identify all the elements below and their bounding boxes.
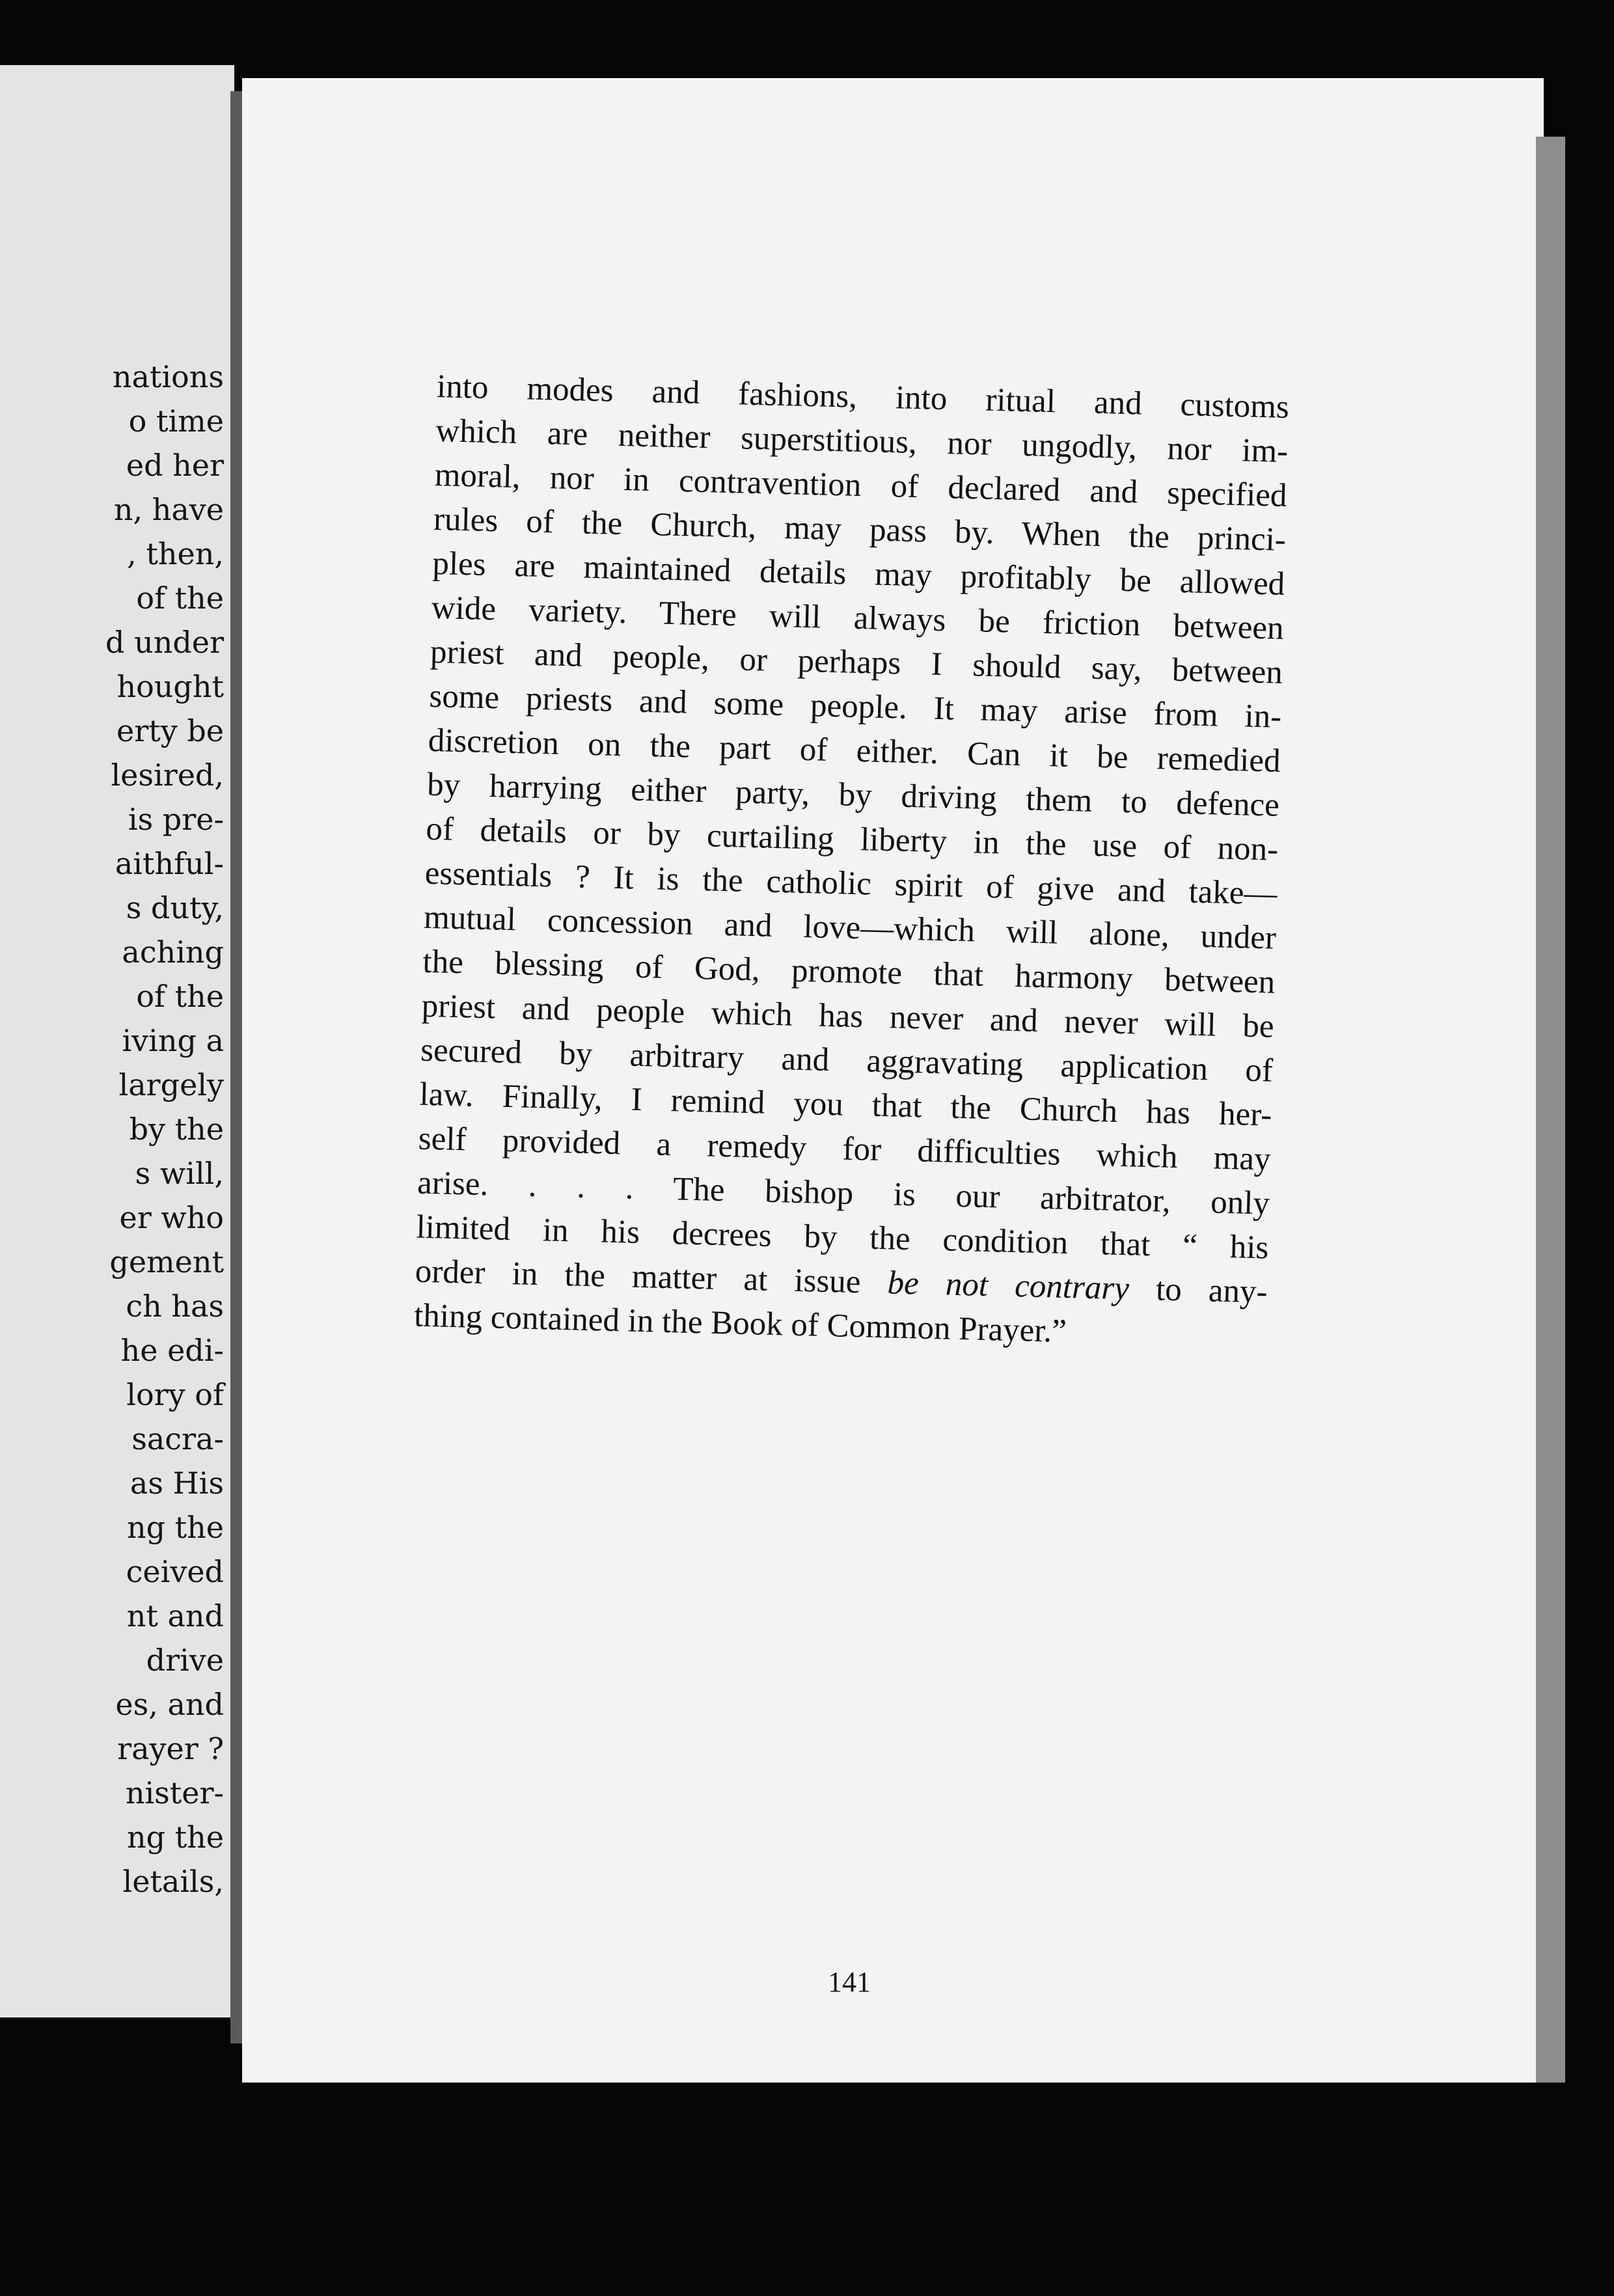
left-page-line: , then, [127,536,224,571]
text-line: which are neither superstitious, nor ungodly, nor im- [435,412,1289,470]
left-page-line: iving a [122,1023,224,1058]
text-line: secured by arbitrary and aggravating application of [420,1032,1274,1089]
left-page-line: by the [129,1112,224,1147]
left-page-line: d under [105,625,224,660]
left-page [0,65,234,2017]
text-line: priest and people, or perhaps I should say, between [430,633,1283,691]
left-page-line: er who [119,1200,224,1235]
left-page-line: aching [122,935,224,970]
left-page-line: ng the [126,1510,224,1545]
left-page-line: rayer ? [117,1731,224,1766]
left-page-line: as His [130,1466,224,1501]
left-page-line: drive [146,1643,224,1678]
text-line: self provided a remedy for difficulties which may [418,1120,1272,1178]
right-page [242,78,1544,2083]
left-page-line: erty be [116,713,224,748]
text-line: of details or by curtailing liberty in the use of non- [425,810,1279,868]
left-page-line: ng the [126,1820,224,1855]
text-line: discretion on the part of either. Can it be remedied [428,722,1281,780]
text-line: by harrying either party, by driving them to defence [426,766,1280,824]
text-fragment: to any- [1128,1270,1268,1311]
text-line: arise. . . . The bishop is our arbitrator, only [417,1164,1270,1222]
left-page-line: letails, [122,1864,224,1899]
left-page-line: lesired, [111,758,224,793]
left-page-line: he edi- [120,1333,224,1368]
left-page-line: o time [128,403,224,439]
text-line: priest and people which has never and never will be [421,987,1275,1045]
page-number: 141 [828,1966,871,1998]
left-page-line: s will, [135,1156,224,1191]
text-fragment: order in the matter at issue [415,1253,888,1302]
left-page-line: nister- [125,1775,224,1811]
text-line: wide variety. There will always be friction between [431,589,1285,647]
left-page-line: nt and [126,1598,224,1633]
left-page-line: lory of [126,1377,224,1412]
text-line: some priests and some people. It may arise from in- [428,677,1282,735]
left-page-line: ch has [126,1289,224,1324]
left-page-line: s duty, [126,890,224,925]
text-line: limited in his decrees by the condition that “ his [415,1209,1269,1266]
left-page-line: n, have [113,492,224,527]
text-line-final: thing contained in the Book of Common Prayer.” [413,1297,1067,1350]
text-line: ples are maintained details may profitably be allowed [431,545,1285,603]
left-page-line: nations [112,359,224,394]
book-spine [230,91,242,2043]
page-edge [1536,137,1565,2083]
left-page-line: hought [116,669,224,704]
body-text [413,364,1289,1359]
left-page-line: of the [136,979,224,1014]
left-page-line: sacra- [131,1421,224,1456]
text-line: law. Finally, I remind you that the Church has her- [418,1076,1272,1134]
left-page-line: aithful- [115,846,224,881]
italic-phrase: be not contrary [886,1264,1130,1307]
text-line: essentials ? It is the catholic spirit of give and take— [424,854,1278,912]
left-page-line: of the [136,581,224,616]
left-page-line: ed her [126,448,224,483]
text-line: the blessing of God, promote that harmony between [422,943,1276,1001]
text-line: into modes and fashions, into ritual and customs [436,368,1290,426]
left-page-line: gement [109,1244,224,1279]
text-line: rules of the Church, may pass by. When the princi- [433,500,1287,558]
left-page-line: is pre- [128,802,224,837]
left-page-line: largely [118,1067,224,1102]
left-page-line: ceived [126,1554,224,1589]
text-line: moral, nor in contravention of declared and specified [434,456,1288,514]
text-line: mutual concession and love—which will alone, under [423,899,1277,957]
left-page-line: es, and [115,1687,224,1722]
